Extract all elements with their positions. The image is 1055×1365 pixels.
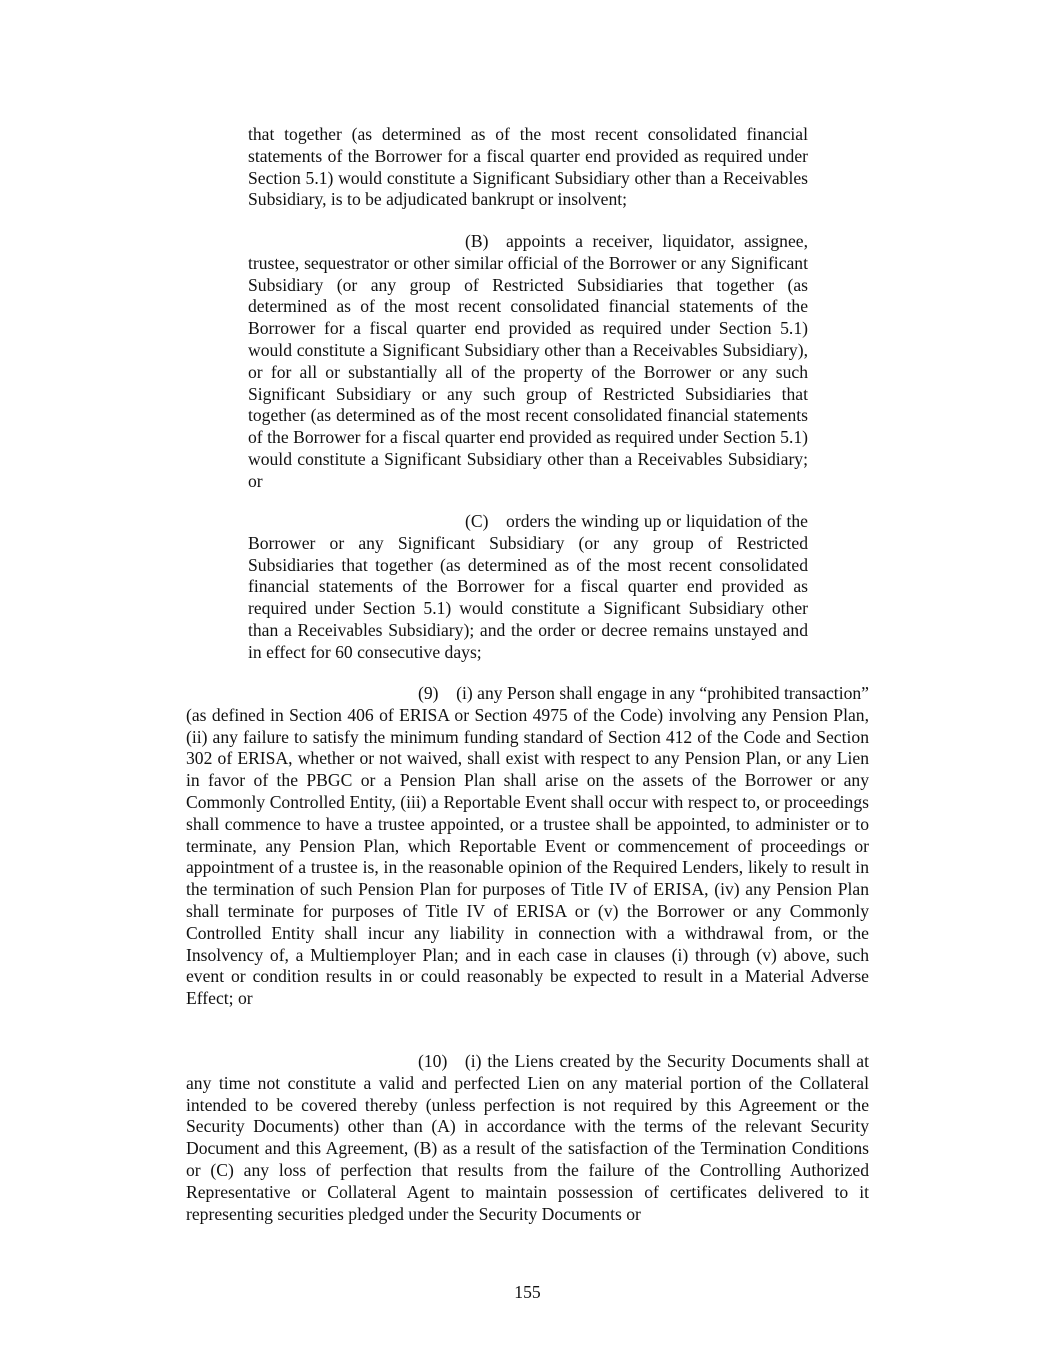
paragraph-text: appoints a receiver, liquidator, assignee, trustee, sequestrator or other similar official of the Borrower or any Significant Subsidiary (or any group of Restricted Subsidiaries that together (as determined as of the most recent consolidated financial statements of the Borrower for a fiscal quarter end provided as required under Section 5.1) would constitute a Significant Subsidiary other than a Receivables Subsidiary), or for all or substantially all of the property of the Borrower or any such Significant Subsidiary or any such group of Restricted Subsidiaries that together (as determined as of the most recent consolidated financial statements of the Borrower for a fiscal quarter end provided as required under Section 5.1) would constitute a Significant Subsidiary other than a Receivables Subsidiary; or — [248, 231, 808, 491]
page-number: 155 — [514, 1282, 541, 1302]
clause-marker: (C) — [465, 511, 489, 531]
clause-c-paragraph — [248, 511, 808, 664]
section-marker: (10) — [418, 1051, 448, 1071]
section-10-paragraph — [186, 1051, 869, 1225]
section-9-paragraph — [186, 683, 869, 1010]
paragraph-text: (i) the Liens created by the Security Documents shall at any time not constitute a valid and perfected Lien on any material portion of the Collateral intended to be covered thereby (unless perfection is not required by this Agreement or the Security Documents) other than (A) in accordance with the terms of the relevant Security Document and this Agreement, (B) as a result of the satisfaction of the Termination Conditions or (C) any loss of perfection that results from the failure of the Controlling Authorized Representative or Collateral Agent to maintain possession of certificates delivered to it representing securities pledged under the Security Documents or — [186, 1051, 869, 1224]
paragraph-text: orders the winding up or liquidation of the Borrower or any Significant Subsidiary (or any group of Restricted Subsidiaries that together (as determined as of the most recent consolidated financial statements of the Borrower for a fiscal quarter end provided as required under Section 5.1) would constitute a Significant Subsidiary other than a Receivables Subsidiary); and the order or decree remains unstayed and in effect for 60 consecutive days; — [248, 511, 808, 662]
clause-b-paragraph — [248, 231, 808, 493]
paragraph-text: that together (as determined as of the most recent consolidated financial statements of the Borrower for a fiscal quarter end provided as required under Section 5.1) would constitute a Significant Subsidiary other than a Receivables Subsidiary, is to be adjudicated bankrupt or insolvent; — [248, 124, 808, 210]
paragraph-text: (i) any Person shall engage in any “prohibited transaction” (as defined in Section 406 of ERISA or Section 4975 of the Code) involving any Pension Plan, (ii) any failure to satisfy the minimum funding standard of Section 412 of the Code and Section 302 of ERISA, whether or not waived, shall exist with respect to any Pension Plan, or any Lien in favor of the PBGC or a Pension Plan shall arise on the assets of the Borrower or any Commonly Controlled Entity, (iii) a Reportable Event shall occur with respect to, or proceedings shall commence to have a trustee appointed, or a trustee shall be appointed, to administer or to terminate, any Pension Plan, which Reportable Event or commencement of proceedings or appointment of a trustee is, in the reasonable opinion of the Required Lenders, likely to result in the termination of such Pension Plan for purposes of Title IV of ERISA, (iv) any Pension Plan shall terminate for purposes of Title IV of ERISA or (v) the Borrower or any Commonly Controlled Entity shall incur any liability in connection with a withdrawal from, or the Insolvency of, a Multiemployer Plan; and in each case in clauses (i) through (v) above, such event or condition results in or could reasonably be expected to result in a Material Adverse Effect; or — [186, 683, 869, 1009]
section-marker: (9) — [418, 683, 439, 703]
continuation-paragraph — [248, 124, 808, 211]
clause-marker: (B) — [465, 231, 489, 251]
